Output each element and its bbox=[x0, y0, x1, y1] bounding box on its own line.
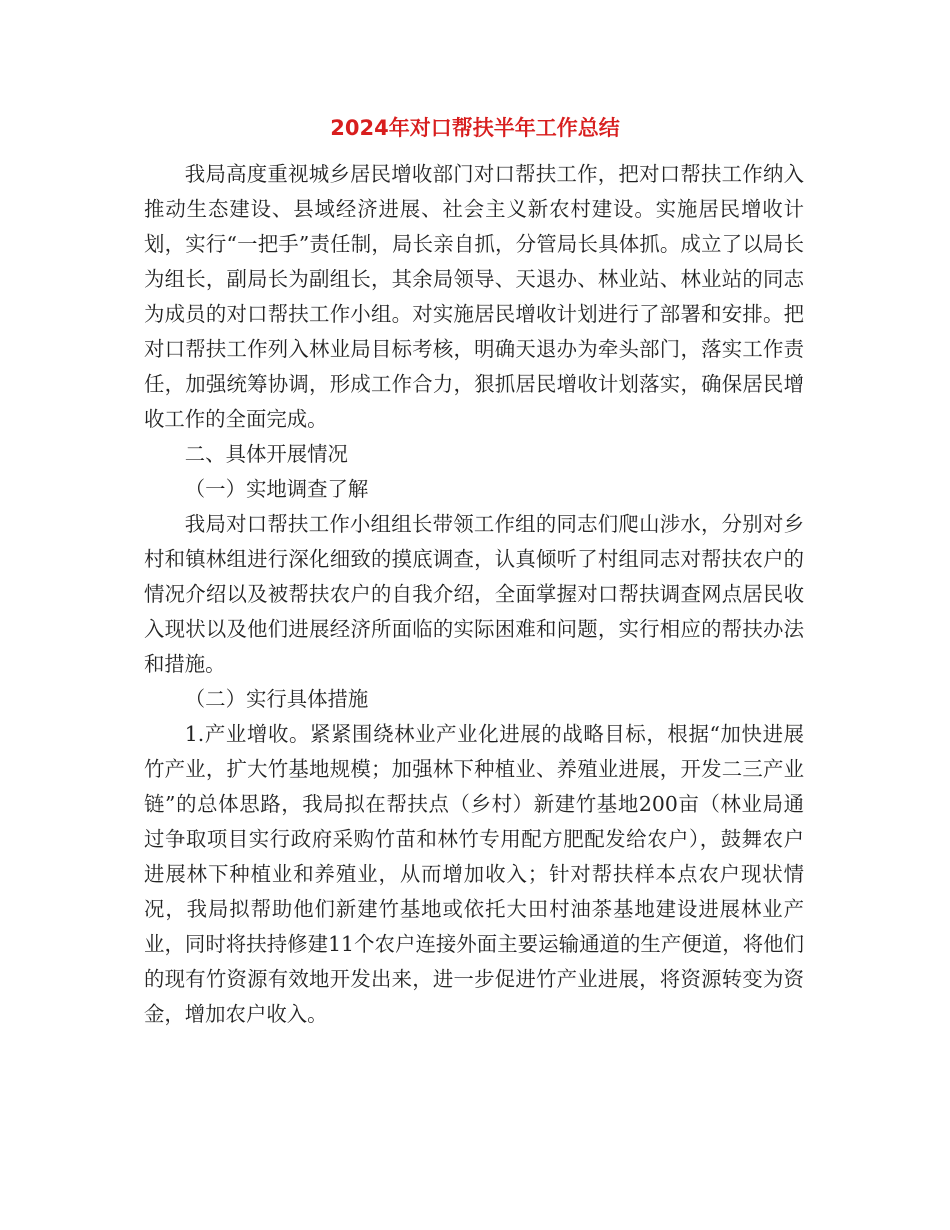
subsection-heading: （二）实行具体措施 bbox=[184, 687, 369, 711]
paragraph-survey: 我局对口帮扶工作小组组长带领工作组的同志们爬山涉水，分别对乡村和镇林组进行深化细致的摸底调查，认真倾听了村组同志对帮扶农户的情况介绍以及被帮扶农户的自我介绍，全面掌握对口帮扶调查网点居民收入现状以及他们进展经济所面临的实际困难和问题，实行相应的帮扶办法和措施。 bbox=[144, 512, 804, 676]
document-body bbox=[144, 157, 804, 1032]
section-heading: 二、具体开展情况 bbox=[184, 442, 348, 466]
paragraph-industry: 1.产业增收。紧紧围绕林业产业化进展的战略目标，根据“加快进展竹产业，扩大竹基地规模；加强林下种植业、养殖业进展，开发二三产业链”的总体思路，我局拟在帮扶点（乡村）新建竹基地200亩（林业局通过争取项目实行政府采购竹苗和林竹专用配方肥配发给农户），鼓舞农户进展林下种植业和养殖业，从而增加收入；针对帮扶样本点农户现状情况，我局拟帮助他们新建竹基地或依托大田村油茶基地建设进展林业产业，同时将扶持修建11个农户连接外面主要运输通道的生产便道，将他们的现有竹资源有效地开发出来，进一步促进竹产业进展，将资源转变为资金，增加农户收入。 bbox=[144, 722, 804, 1026]
subsection-heading: （一）实地调查了解 bbox=[184, 477, 369, 501]
paragraph-intro: 我局高度重视城乡居民增收部门对口帮扶工作，把对口帮扶工作纳入推动生态建设、县域经济进展、社会主义新农村建设。实施居民增收计划，实行“一把手”责任制，局长亲自抓，分管局长具体抓。成立了以局长为组长，副局长为副组长，其余局领导、天退办、林业站、林业站的同志为成员的对口帮扶工作小组。对实施居民增收计划进行了部署和安排。把对口帮扶工作列入林业局目标考核，明确天退办为牵头部门，落实工作责任，加强统筹协调，形成工作合力，狠抓居民增收计划落实，确保居民增收工作的全面完成。 bbox=[144, 162, 804, 431]
document-title: 2024年对口帮扶半年工作总结 bbox=[330, 116, 620, 140]
